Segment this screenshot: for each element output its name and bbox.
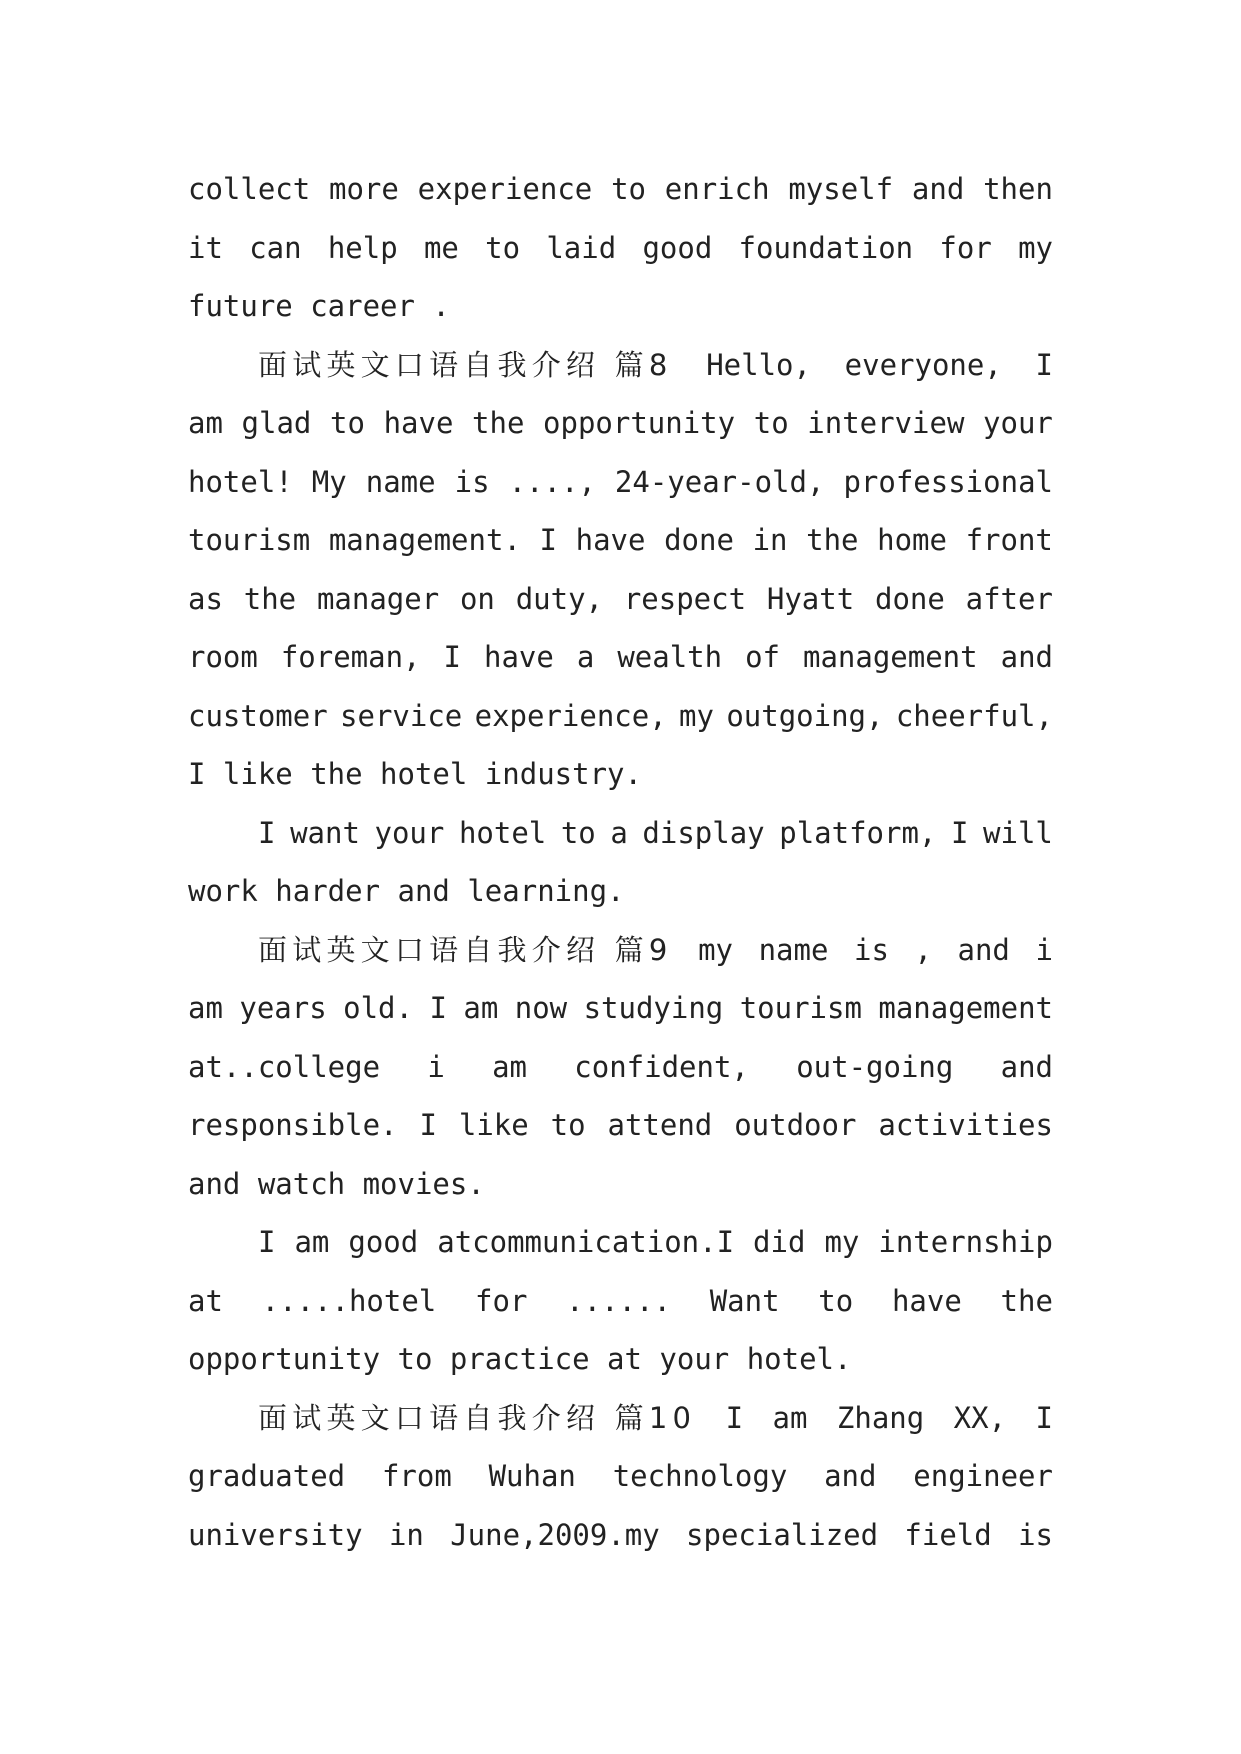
line-text: and watch movies. [188,1166,485,1201]
word: front [965,523,1053,557]
word: I [1035,1400,1053,1435]
word: will [983,815,1053,850]
word: responsible. [188,1108,398,1142]
word: am [772,1400,808,1435]
word: enrich [664,172,770,206]
word: and [957,932,1010,967]
word: out-going [796,1049,954,1084]
text-line [188,219,1053,278]
word: technology [612,1459,788,1493]
section-heading: 面试英文口语自我介绍 篇10 [258,1400,697,1435]
text-line [188,921,1053,980]
word: My [311,464,347,499]
word: service [340,698,463,733]
word: atcommunication.I [437,1225,735,1259]
word: Hyatt [766,581,855,616]
word: hotel! [188,464,293,499]
word: from [381,1459,452,1493]
word: it [188,230,223,265]
word: am [294,1225,330,1259]
word: to [611,172,646,206]
text-line [188,862,1053,921]
word: have [383,406,454,440]
word: my [679,698,714,733]
word: tourism [739,991,862,1025]
word: me [423,230,459,265]
word: the [243,581,297,616]
word: is [853,932,889,967]
word: ...., [508,464,596,499]
word: 24-year-old, [614,464,825,499]
word: engineer [913,1459,1053,1493]
text-line [188,1272,1053,1331]
word: laid [546,230,617,265]
word: at [188,1283,223,1318]
word: for [475,1283,528,1318]
word: activities [878,1108,1053,1142]
word: the [1000,1283,1053,1318]
text-line [188,1213,1053,1272]
word: my [1018,230,1053,265]
word: as [188,581,223,616]
line-text: future career . [188,289,450,323]
word: studying [583,991,724,1025]
word: field [904,1517,992,1552]
word: done [664,523,734,557]
word: then [983,172,1053,206]
text-line [188,1330,1053,1389]
word: my [824,1225,860,1259]
word: I [539,523,557,557]
word: , [914,932,932,967]
word: can [249,230,302,265]
word: now [514,991,568,1025]
word: I [258,1225,276,1259]
word: platform, [779,815,937,850]
word: Hello, [706,347,811,382]
section-heading: 面试英文口语自我介绍 篇8 [258,347,673,382]
word: am [188,406,223,440]
word: to [485,230,521,265]
word: professional [843,464,1053,499]
word: good [642,230,713,265]
word: manager [316,581,440,616]
word: June,2009.my [450,1517,660,1552]
word: have [891,1283,962,1318]
word: everyone, [844,347,1002,382]
text-line [188,979,1053,1038]
word: outgoing, [726,698,884,733]
word: Wuhan [488,1459,576,1493]
section-heading: 面试英文口语自我介绍 篇9 [258,932,673,967]
word: I [725,1400,744,1435]
text-line [188,277,1053,336]
word: is [454,464,490,499]
text-line [188,570,1053,629]
word: name [758,932,829,967]
word: tourism [188,523,311,557]
word: in [388,1517,424,1552]
word: and [1000,1049,1053,1084]
word: hotel [458,815,547,850]
word: ...... [566,1283,671,1318]
word: want [290,815,360,850]
word: outdoor [734,1108,857,1142]
word: name [365,464,436,499]
text-line [188,1155,1053,1214]
text-line [188,160,1053,219]
word: Zhang [836,1400,925,1435]
word: display [642,815,765,850]
text-line [188,1447,1053,1506]
word: internship [878,1225,1053,1259]
word: management [803,640,978,674]
word: university [188,1517,363,1552]
word: .....hotel [261,1283,437,1318]
text-line [188,453,1053,512]
word: Want [709,1283,780,1318]
word: after [965,581,1053,616]
word: foundation [738,230,914,265]
word: more [329,172,399,206]
text-line [188,687,1053,746]
word: at..college [188,1049,381,1084]
word: done [874,581,945,616]
word: on [459,581,495,616]
word: the [472,406,525,440]
word: for [939,230,992,265]
word: help [327,230,398,265]
word: am [492,1049,528,1084]
word: in [752,523,788,557]
word: experience [417,172,593,206]
word: respect [623,581,747,616]
text-line [188,1389,1053,1448]
word: opportunity [543,406,736,440]
word: I [258,815,276,850]
word: years [239,991,327,1025]
word: I [1035,347,1053,382]
word: specialized [686,1517,879,1552]
word: home [877,523,947,557]
word: i [1035,932,1053,967]
line-text: opportunity to practice at your hotel. [188,1342,852,1376]
word: to [330,406,365,440]
word: to [560,815,596,850]
line-text: I like the hotel industry. [188,757,642,791]
word: your [983,406,1053,440]
word: your [374,815,445,850]
word: i [427,1049,445,1084]
word: have [484,640,554,674]
word: and [824,1459,877,1493]
word: collect [188,172,311,206]
word: foreman, [280,640,421,674]
word: of [745,640,780,674]
text-line [188,511,1053,570]
text-line [188,745,1053,804]
word: glad [241,406,312,440]
word: cheerful, [895,698,1053,733]
word: XX, [953,1400,1007,1435]
text-line [188,336,1053,395]
text-line [188,1506,1053,1565]
word: have [575,523,646,557]
word: experience, [474,698,667,733]
text-line [188,628,1053,687]
word: old. [343,991,413,1025]
word: and [911,172,965,206]
word: am [188,991,223,1025]
word: management [878,991,1053,1025]
word: duty, [515,581,604,616]
word: my [698,932,734,967]
word: good [348,1225,419,1259]
word: like [458,1108,529,1142]
word: am [463,991,499,1025]
document-page [188,160,1053,1564]
word: the [806,523,859,557]
word: I [443,640,461,674]
word: to [550,1108,586,1142]
word: I [419,1108,437,1142]
word: a [610,815,628,850]
word: customer [188,698,328,733]
word: is [1018,1517,1053,1552]
word: confident, [574,1049,749,1084]
word: and [1000,640,1053,674]
word: interview [807,406,965,440]
word: attend [607,1108,713,1142]
word: myself [788,172,894,206]
text-line [188,394,1053,453]
word: management. [328,523,521,557]
word: a [576,640,595,674]
text-line [188,804,1053,863]
text-line [188,1096,1053,1155]
word: room [188,640,258,674]
text-line [188,1038,1053,1097]
word: I [429,991,447,1025]
word: to [818,1283,854,1318]
word: I [950,815,969,850]
word: graduated [188,1459,346,1493]
word: wealth [617,640,723,674]
line-text: work harder and learning. [188,874,625,908]
word: did [753,1225,806,1259]
word: to [753,406,789,440]
